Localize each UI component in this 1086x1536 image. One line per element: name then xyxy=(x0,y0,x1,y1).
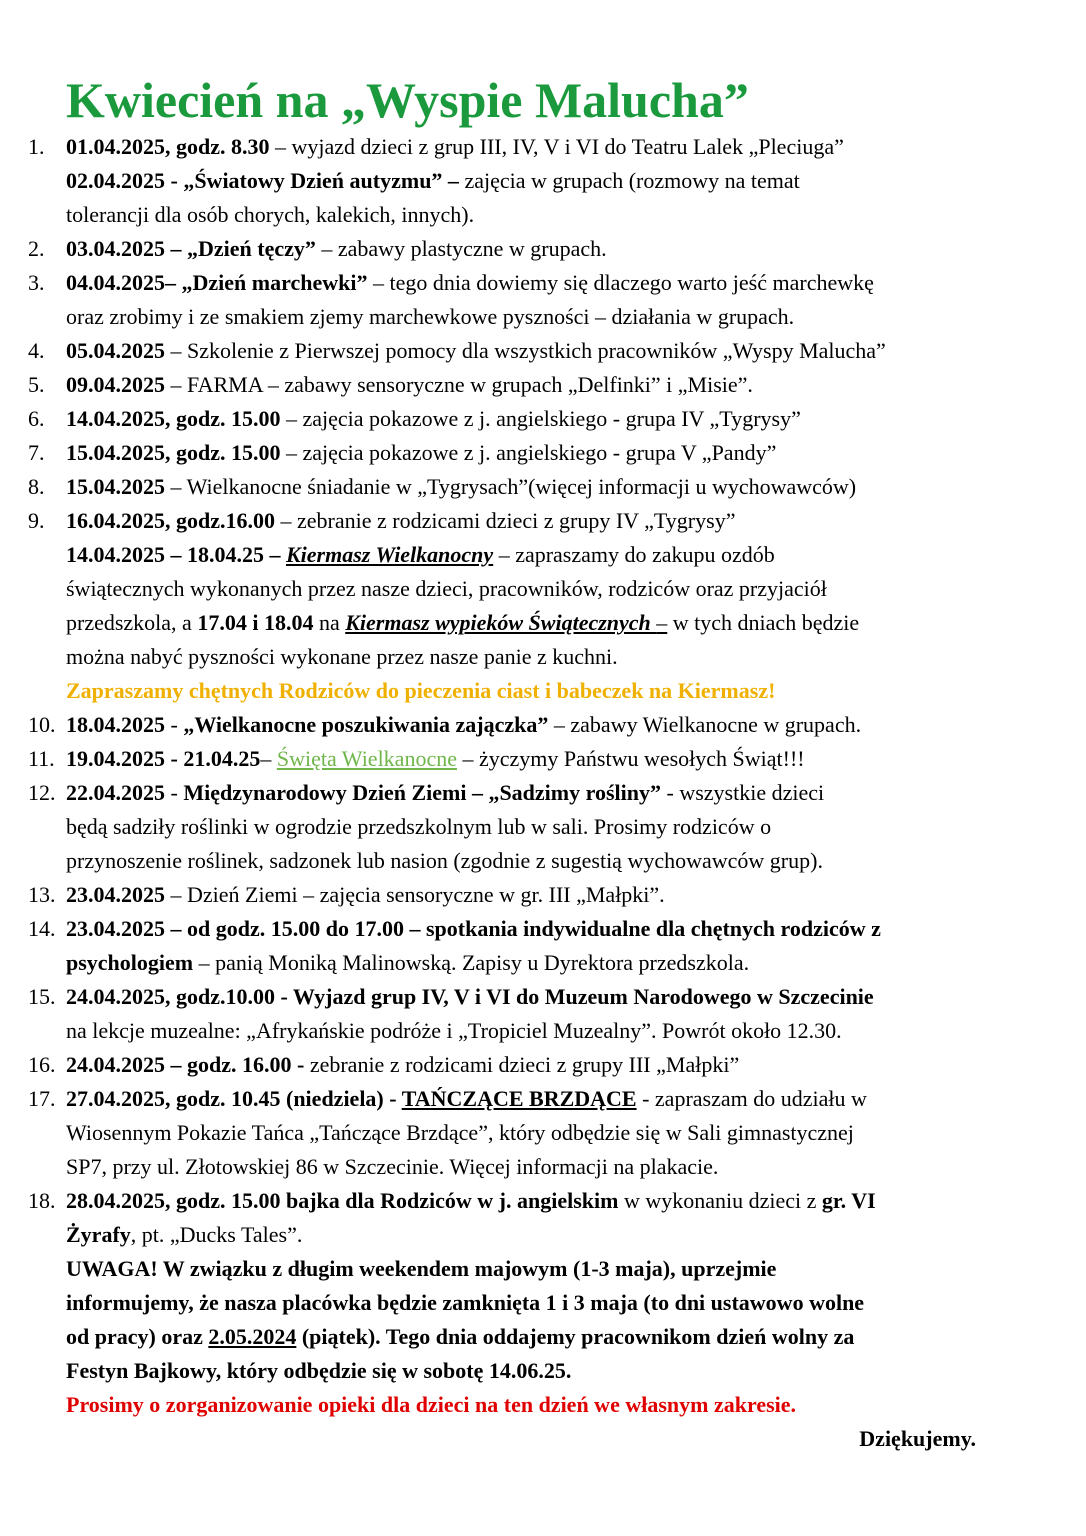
item-date: 03.04.2025 – „Dzień tęczy” xyxy=(66,236,316,261)
item-text: na xyxy=(313,610,346,635)
item-text: – zabawy plastyczne w grupach. xyxy=(315,236,607,261)
item-event: psychologiem xyxy=(66,950,194,975)
item-text: – Szkolenie z Pierwszej pomocy dla wszystkich pracowników „Wyspy Malucha” xyxy=(165,338,886,363)
list-number: 7. xyxy=(28,440,45,465)
list-number: 9. xyxy=(28,508,45,533)
item-text: – tego dnia dowiemy się dlaczego warto jeść marchewkę xyxy=(367,270,874,295)
list-item-line: SP7, przy ul. Złotowskiej 86 w Szczecinie. Więcej informacji na plakacie. xyxy=(66,1154,719,1179)
list-item-line xyxy=(66,164,800,198)
item-text: zebranie z rodzicami dzieci z grupy III „Małpki” xyxy=(304,1052,740,1077)
notice-line: UWAGA! W związku z długim weekendem majowym (1-3 maja), uprzejmie xyxy=(66,1256,777,1281)
list-item-line xyxy=(66,334,886,368)
item-date: 23.04.2025 xyxy=(66,882,165,907)
item-text: – zajęcia pokazowe z j. angielskiego - grupa IV „Tygrysy” xyxy=(280,406,801,431)
item-date: 02.04.2025 - „Światowy Dzień autyzmu” – xyxy=(66,168,459,193)
list-number: 13. xyxy=(28,882,56,907)
dance-show-label: TAŃCZĄCE BRZDĄCE xyxy=(401,1086,637,1111)
list-item-line xyxy=(66,368,753,402)
list-item-line: tolerancji dla osób chorych, kalekich, innych). xyxy=(66,202,475,227)
list-item-line: świątecznych wykonanych przez nasze dzieci, pracowników, rodziców oraz przyjaciół xyxy=(66,576,827,601)
list-item-line: na lekcje muzealne: „Afrykańskie podróże i „Tropiciel Muzealny”. Powrót około 12.30. xyxy=(66,1018,842,1043)
item-text: (piątek). Tego dnia oddajemy pracownikom dzień wolny za xyxy=(296,1324,855,1349)
item-event: „Wielkanocne poszukiwania zajączka” xyxy=(183,712,549,737)
list-item-line: oraz zrobimy i ze smakiem zjemy marchewkowe pyszności – działania w grupach. xyxy=(66,304,795,329)
item-date: 17.04 i 18.04 xyxy=(197,610,314,635)
list-item-line xyxy=(66,742,805,776)
item-date: 01.04.2025, godz. 8.30 xyxy=(66,134,270,159)
easter-fair-label: Kiermasz Wielkanocny xyxy=(286,542,494,567)
item-text: – życzymy Państwu wesołych Świąt!!! xyxy=(456,746,805,771)
thanks-signoff: Dziękujemy. xyxy=(859,1426,976,1451)
item-text: w wykonaniu dzieci z xyxy=(618,1188,822,1213)
item-date: 05.04.2025 xyxy=(66,338,165,363)
list-item-line xyxy=(66,606,859,640)
list-item-line xyxy=(66,232,607,266)
list-item-line xyxy=(66,266,874,300)
list-number: 6. xyxy=(28,406,45,431)
list-number: 15. xyxy=(28,984,56,1009)
page-title: Kwiecień na „Wyspie Malucha” xyxy=(66,72,749,128)
list-item-line xyxy=(66,504,735,538)
item-date: 27.04.2025, godz. 10.45 (niedziela) - xyxy=(66,1086,402,1111)
item-date: 24.04.2025 – godz. 16.00 - xyxy=(66,1052,305,1077)
list-number: 10. xyxy=(28,712,56,737)
list-item-line: Wiosennym Pokazie Tańca „Tańczące Brzdące”, który odbędzie się w Sali gimnastycznej xyxy=(66,1120,854,1145)
item-date: 14.04.2025 – 18.04.25 – xyxy=(66,542,286,567)
item-date: 22.04.2025 xyxy=(66,780,165,805)
item-text: – zapraszamy do zakupu ozdób xyxy=(493,542,775,567)
list-item-line: przynoszenie roślinek, sadzonek lub nasion (zgodnie z sugestią wychowawców grup). xyxy=(66,848,823,873)
list-item-line xyxy=(66,1048,739,1082)
item-date: 04.04.2025– „Dzień marchewki” xyxy=(66,270,368,295)
item-text: , pt. „Ducks Tales”. xyxy=(130,1222,303,1247)
item-text: – wyjazd dzieci z grup III, IV, V i VI do Teatru Lalek „Pleciuga” xyxy=(269,134,844,159)
list-item-line xyxy=(66,776,824,810)
list-item-line: 24.04.2025, godz.10.00 - Wyjazd grup IV, V i VI do Muzeum Narodowego w Szczecinie xyxy=(66,984,874,1009)
notice-line: Festyn Bajkowy, który odbędzie się w sobotę 14.06.25. xyxy=(66,1358,572,1383)
item-date: 15.04.2025, godz. 15.00 xyxy=(66,440,281,465)
list-number: 2. xyxy=(28,236,45,261)
item-text: – xyxy=(260,746,277,771)
item-text: - xyxy=(165,712,184,737)
bake-fair-label: Kiermasz wypieków Świątecznych xyxy=(345,610,657,635)
list-number: 18. xyxy=(28,1188,56,1213)
list-number: 8. xyxy=(28,474,45,499)
item-date: 15.04.2025 xyxy=(66,474,165,499)
list-item-line xyxy=(66,402,801,436)
item-text: – xyxy=(656,610,668,635)
list-number: 4. xyxy=(28,338,45,363)
item-text: – Wielkanocne śniadanie w „Tygrysach”(więcej informacji u wychowawców) xyxy=(165,474,857,499)
item-date: 2.05.2024 xyxy=(208,1324,297,1349)
list-item-line: można nabyć pyszności wykonane przez nasze panie z kuchni. xyxy=(66,644,618,669)
list-item-line xyxy=(66,538,775,572)
item-text: – panią Moniką Malinowską. Zapisy u Dyrektora przedszkola. xyxy=(193,950,750,975)
item-date: 09.04.2025 xyxy=(66,372,165,397)
list-number: 16. xyxy=(28,1052,56,1077)
list-item-line xyxy=(66,130,844,164)
item-text: - wszystkie dzieci xyxy=(661,780,825,805)
item-text: – FARMA – zabawy sensoryczne w grupach „Delfinki” i „Misie”. xyxy=(165,372,753,397)
item-text: - zapraszam do udziału w xyxy=(636,1086,867,1111)
item-text: – zabawy Wielkanocne w grupach. xyxy=(548,712,862,737)
invitation-note: Zapraszamy chętnych Rodziców do pieczenia ciast i babeczek na Kiermasz! xyxy=(66,678,776,703)
list-number: 14. xyxy=(28,916,56,941)
item-date: 16.04.2025, godz.16.00 xyxy=(66,508,275,533)
item-text: w tych dniach będzie xyxy=(667,610,860,635)
item-text: zajęcia w grupach (rozmowy na temat xyxy=(458,168,800,193)
list-item-line xyxy=(66,1082,867,1116)
item-text: - xyxy=(165,780,184,805)
list-item-line xyxy=(66,470,856,504)
item-group: Żyrafy xyxy=(66,1222,131,1247)
list-item-line: będą sadziły roślinki w ogrodzie przedszkolnym lub w sali. Prosimy rodziców o xyxy=(66,814,772,839)
notice-line: informujemy, że nasza placówka będzie zamknięta 1 i 3 maja (to dni ustawowo wolne xyxy=(66,1290,865,1315)
item-text: przedszkola, a xyxy=(66,610,198,635)
list-number: 12. xyxy=(28,780,56,805)
list-number: 1. xyxy=(28,134,45,159)
item-text: – Dzień Ziemi – zajęcia sensoryczne w gr. III „Małpki”. xyxy=(165,882,665,907)
list-item-line xyxy=(66,878,665,912)
notice-line xyxy=(66,1320,854,1354)
care-request-note: Prosimy o zorganizowanie opieki dla dzieci na ten dzień we własnym zakresie. xyxy=(66,1392,797,1417)
list-item-line: 23.04.2025 – od godz. 15.00 do 17.00 – spotkania indywidualne dla chętnych rodziców z xyxy=(66,916,881,941)
easter-holiday-label: Święta Wielkanocne xyxy=(276,746,457,771)
list-item-line xyxy=(66,1218,302,1252)
list-item-line xyxy=(66,946,749,980)
item-text: od pracy) oraz xyxy=(66,1324,209,1349)
item-text: – zebranie z rodzicami dzieci z grupy IV „Tygrysy” xyxy=(275,508,736,533)
list-item-line xyxy=(66,1184,876,1218)
item-event: Międzynarodowy Dzień Ziemi – „Sadzimy rośliny” xyxy=(183,780,662,805)
item-group: gr. VI xyxy=(821,1188,876,1213)
list-item-line xyxy=(66,436,776,470)
list-number: 5. xyxy=(28,372,45,397)
list-item-line xyxy=(66,708,861,742)
list-number: 17. xyxy=(28,1086,56,1111)
item-date: 18.04.2025 xyxy=(66,712,165,737)
item-text: – zajęcia pokazowe z j. angielskiego - grupa V „Pandy” xyxy=(280,440,777,465)
list-number: 3. xyxy=(28,270,45,295)
item-date: 19.04.2025 - 21.04.25 xyxy=(66,746,261,771)
item-date: 14.04.2025, godz. 15.00 xyxy=(66,406,281,431)
item-date: 28.04.2025, godz. 15.00 bajka dla Rodziców w j. angielskim xyxy=(66,1188,619,1213)
list-number: 11. xyxy=(28,746,55,771)
